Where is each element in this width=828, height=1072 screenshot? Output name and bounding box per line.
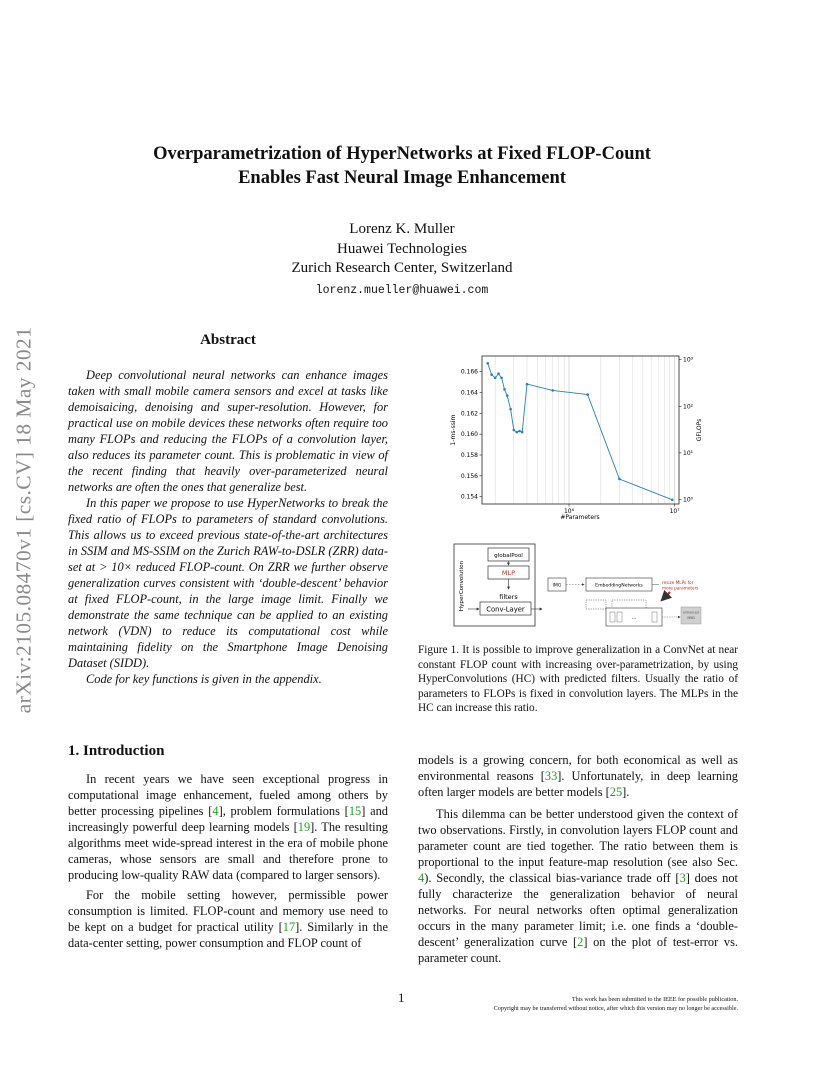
layer-block [617,612,622,622]
layer-block [610,612,615,622]
error-data-point [671,499,674,502]
text-run: models is a growing concern, for both economical as well as environmental reasons [ [418,753,738,783]
resize-note-line-1: resize MLPs for [662,580,694,585]
error-data-point [521,431,524,434]
error-data-point [526,383,529,386]
abstract-body [68,367,388,687]
text-run: ] and increasingly powerful deep learning models [ [68,804,388,834]
section-heading-introduction: 1. Introduction [68,743,165,759]
abstract-paragraph-1: Deep convolutional neural networks can enhance images taken with small mobile camera sensors and excel at tasks like demoisaicing, denoising and super-resolution. However, for practical use on mobile devices these networks often require too many FLOPs and reducing the FLOPs of a convolution layer, also reduces its parameter count. This is problematic in view of the recent finding that heavily over-parameterized neural networks are often the ones that generalize best. [68,368,388,494]
right-paragraph-2 [418,806,738,966]
generalization-chart [418,348,738,524]
author-email[interactable]: lorenz.mueller@huawei.com [315,283,489,297]
y-tick-label-left: 0.166 [460,368,478,376]
y-tick-label-left: 0.156 [460,472,478,480]
page-number: 1 [398,990,405,1005]
intro-body [68,771,388,951]
x-axis-label: #Parameters [560,514,600,521]
error-data-point [500,377,503,380]
filters-label: filters [499,593,518,601]
text-run: ] on the plot of test-error vs. parameter count. [418,935,738,965]
paper-title [0,142,804,190]
abstract-paragraph-3: Code for key functions is given in the appendix. [86,672,322,686]
error-data-point [503,388,506,391]
left-axis-ticks [461,369,482,501]
ieee-notice-line-2: Copyright may be transferred without notice, after which this version may no longer be accessible. [493,1004,738,1012]
ellipsis-label: ... [631,615,637,621]
intro-paragraph-2 [68,887,388,951]
error-data-point [486,362,489,365]
affiliation-1: Huawei Technologies [337,240,467,257]
y-tick-label-right: 10¹ [683,449,694,457]
y-tick-label-left: 0.160 [460,431,478,439]
error-series-line [488,363,673,500]
affiliation-2: Zurich Research Center, Switzerland [291,260,513,276]
citation-link[interactable]: 2 [577,935,584,949]
y-tick-label-left: 0.154 [460,493,478,501]
chart-series [486,362,673,524]
output-img-label: IMG [687,615,695,620]
y-tick-label-right: 10² [683,403,694,411]
text-run: ] does not fully characterize the generalization behavior of neural networks. For neural networks often optimal generalization occurs in the many parameter limit; i.e. one finds a ‘double-descent’ generalization curve [ [418,871,738,949]
citation-link[interactable]: 15 [348,804,362,818]
abstract-paragraph-2: In this paper we propose to use HyperNetworks to break the fixed ratio of FLOPs to parameters of standard convolutions. This allows us to exceed previous state-of-the-art architectures in SSIM and MS-SSIM on the Zurich RAW-to-DSLR (ZRR) data-set at > 10× reduced FLOP-count. On ZRR we further observe generalization curves consistent with ‘double-descent’ behavior at fixed FLOP-count, in the large image limit. Finally we demonstrate the same technique can be applied to an existing network (VDN) to reduce its computational cost while maintaining fidelity on the Smartphone Image Denoising Dataset (SIDD). [68,496,388,670]
abstract-heading: Abstract [200,332,256,348]
right-paragraph-1 [418,752,738,800]
citation-link[interactable]: 19 [297,820,311,834]
figure-caption: Figure 1. It is possible to improve generalization in a ConvNet at near constant FLOP count with increasing over-parametrization, by using HyperConvolutions (HC) with predicted filters. Usually the ratio of parameters to FLOPs is fixed in convolution layers. The MLPs in the HC can increase this ratio. [418,644,738,714]
section-link[interactable]: 4 [418,871,425,885]
error-data-point [618,478,621,481]
text-run: This dilemma can be better understood given the context of two observations. Firstly, in convolution layers FLOP count and parameter count are tied together. The ratio between them is proportional to the input feature-map resolution (see also Sec. [418,807,738,869]
mlp-label: MLP [501,569,516,577]
author-name: Lorenz K. Muller [349,221,455,237]
error-data-point [506,394,509,397]
error-data-point [551,389,554,392]
text-run: ]. The resulting algorithms meet wide-spread interest in the era of mobile phone cameras, whose sensors are small and therefore prone to producing low-quality RAW data (compared to larger sensors). [68,820,388,882]
text-run: ). Secondly, the classical bias-variance trade off [ [424,871,680,885]
input-img-label: IMG [552,583,562,589]
error-data-point [586,393,589,396]
hyperconvolution-diagram [452,542,742,630]
y-tick-label-left: 0.162 [460,410,478,418]
error-data-point [518,430,521,433]
y-axis-label-right: GFLOPs [696,418,703,442]
error-data-point [512,429,515,432]
error-data-point [515,431,518,434]
y-tick-label-left: 0.164 [460,389,478,397]
dashed-stage [586,600,606,609]
y-tick-label-left: 0.158 [460,452,478,460]
error-data-point [509,408,512,411]
embedding-networks-label: EmbeddingNetworks [595,583,643,589]
text-run: ]. Similarly in the data-center setting, power consumption and FLOP count of [68,920,388,950]
hyperconvolution-side-label: HyperConvolution [459,560,465,612]
right-axis-ticks [679,357,694,504]
plot-frame [482,356,679,504]
text-run: For the mobile setting however, permissible power consumption is limited. FLOP-count and memory use need to be kept on a budget for practical utility [ [68,888,388,934]
text-run: ]. Unfortunately, in deep learning often larger models are better models [ [418,769,738,799]
citation-link[interactable]: 33 [544,769,558,783]
citation-link[interactable]: 25 [609,785,623,799]
text-run: ], problem formulations [ [218,804,349,818]
y-tick-label-right: 10⁰ [683,496,694,504]
arxiv-stamp: arXiv:2105.08470v1 [cs.CV] 18 May 2021 [11,326,36,714]
text-run: In recent years we have seen exceptional progress in computational image enhancement, fueled among others by better processing pipelines [ [68,772,388,818]
error-data-point [494,377,497,380]
text-run: ]. [622,785,630,799]
red-arrow-icon [662,592,670,600]
title-line-1: Overparametrization of HyperNetworks at Fixed FLOP-Count [153,144,651,164]
y-axis-label-left: 1-ms-ssim [450,414,457,446]
y-tick-label-right: 10³ [683,356,694,364]
error-data-point [490,373,493,376]
globalpool-label: globalPool [494,552,523,559]
enhanced-label: enhanced [683,610,699,615]
ieee-notice [440,996,738,1013]
right-column-body [418,752,738,966]
resize-note-line-2: more parameters [662,585,699,591]
author-block [0,220,804,300]
citation-link[interactable]: 3 [679,871,686,885]
title-line-2: Enables Fast Neural Image Enhancement [238,168,566,188]
layer-block [652,612,657,622]
ieee-notice-line-1: This work has been submitted to the IEEE for possible publication. [571,996,738,1003]
citation-link[interactable]: 4 [212,804,219,818]
citation-link[interactable]: 17 [282,920,296,934]
conv-layer-label: Conv-Layer [486,605,525,614]
x-tick-label: 10⁶ [563,508,575,515]
dashed-stage [612,600,646,609]
x-tick-label: 10⁷ [669,508,680,515]
intro-paragraph-1 [68,771,388,883]
error-data-point [497,372,500,375]
